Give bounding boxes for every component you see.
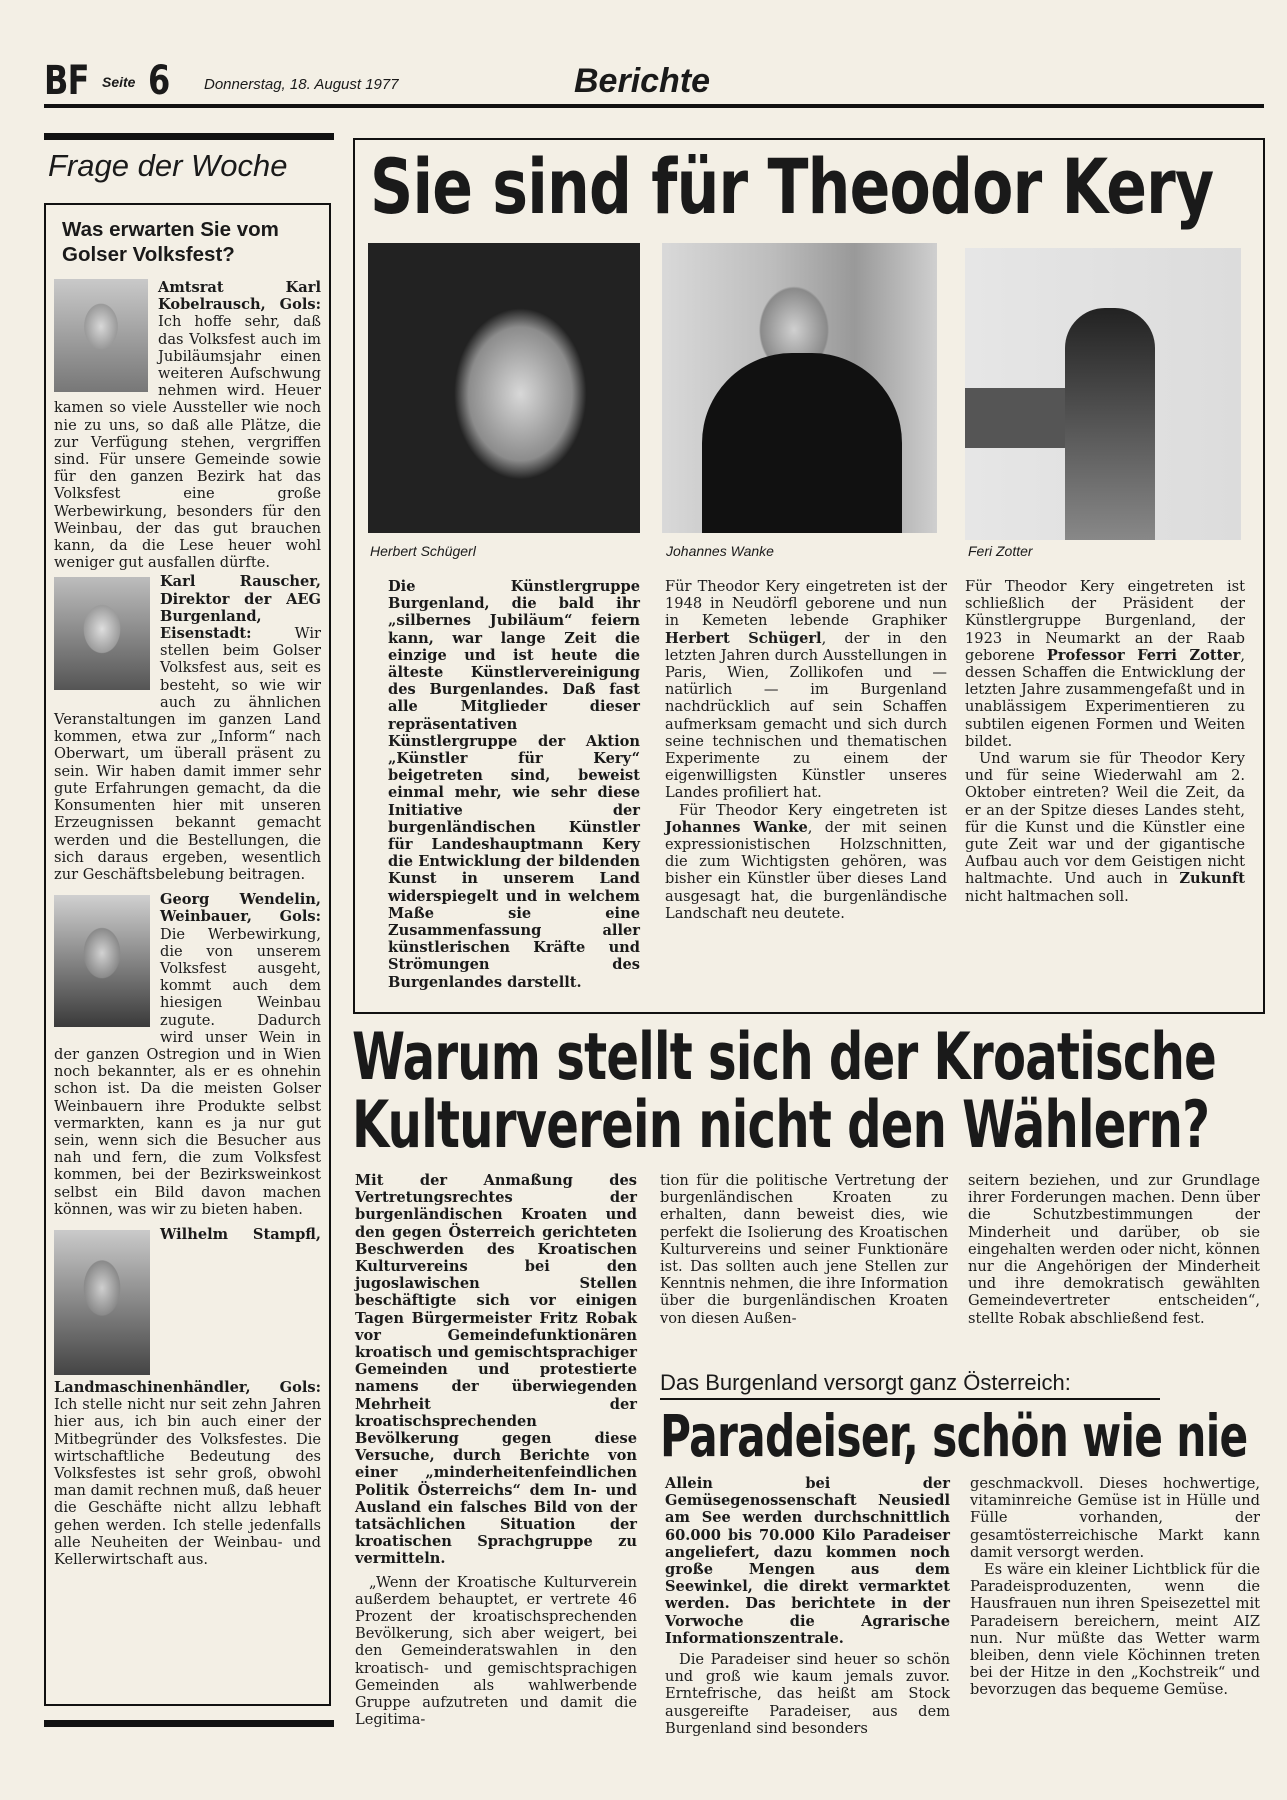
kroaten-headline-line2: Kulturverein nicht den Wählern? [352, 1088, 1210, 1163]
text: Für Theodor Kery eingetreten ist der 1948 in Neudörfl geborene und nun in Kemeten lebende Graphiker [665, 578, 947, 630]
portrait-kobelrausch [54, 279, 148, 392]
artist-name: Herbert Schügerl [665, 629, 822, 647]
sidebar-box [44, 203, 331, 1706]
sidebar-entry-3 [54, 891, 321, 1218]
portrait-wendelin [54, 895, 150, 1027]
kery-col2 [665, 578, 947, 922]
caption-wanke: Johannes Wanke [666, 543, 774, 559]
paradeiser-kicker: Das Burgenland versorgt ganz Österreich: [660, 1370, 1071, 1395]
text: Und warum sie für Theodor Kery und für seine Wiederwahl am 2. Oktober eintreten? Weil die Zeit, da er an der Spitze dieses Landes steht, für die Kunst und die Künstler eine gute Zeit war und der gigantische Aufbau auch vor dem Geistigen nicht haltmachte. Und auch in [965, 750, 1245, 888]
text: Für Theodor Kery eingetreten ist schließlich der Präsident der Künstlergruppe Burgenland, der 1923 in Neumarkt an der Raab geborene [965, 578, 1245, 664]
text: , der in den letzten Jahren durch Ausstellungen in Paris, Wien, Zollikofen und — natürlich — im Burgenland nachdrücklich auf sein Schaffen aufmerksam gemacht und sich durch seine technischen und thematischen Experimente zu einem der eigenwilligsten Künstler unseres Landes profiliert hat. [665, 629, 947, 802]
sidebar-entry-2 [54, 573, 321, 883]
paradeiser-col1 [665, 1475, 950, 1737]
sidebar-heading: Frage der Woche [48, 148, 288, 183]
photo-zotter [965, 248, 1241, 540]
sidebar-entry-1 [54, 279, 321, 571]
paradeiser-p2: Die Paradeiser sind heuer so schön und groß wie kaum jemals zuvor. Erntefrische, das heißt am Stock ausgereifte Paradeiser, aus dem Burgenland sind besonders [665, 1651, 950, 1737]
masthead-page-number: 6 [148, 58, 170, 104]
artist-name: Professor Ferri Zotter [1046, 646, 1241, 664]
kroaten-col1 [355, 1172, 637, 1729]
emphasis: Zukunft [1179, 870, 1245, 888]
paradeiser-lead: Allein bei der Gemüsegenossenschaft Neusiedl am See werden durchschnittlich 60.000 bis 70.000 Kilo Paradeiser angeliefert, dazu kommen noch große Mengen aus dem Seewinkel, die direkt vermarktet werden. Das berichtete in der Vorwoche die Agrarische Informationszentrale. [665, 1475, 950, 1647]
paradeiser-col2-p1: geschmackvoll. Dieses hochwertige, vitaminreiche Gemüse ist in Hülle und Fülle vorhanden, der gesamtösterreichische Markt kann damit versorgt werden. [970, 1475, 1260, 1561]
caption-zotter: Feri Zotter [968, 543, 1033, 559]
entry-text: Ich hoffe sehr, daß das Volksfest auch im Jubiläumsjahr einen weiteren Aufschwung nehmen wird. Heuer kamen so viele Aussteller wie noch nie zu uns, so daß alle Plätze, die zur Verfügung stehen, vergriffen sind. Für unsere Gemeinde sowie für den ganzen Bezirk hat das Volksfest eine große Werbewirkung, besonders für den Weinbau, der das gut brauchen kann, da die Lese heuer wohl weniger gut ausfallen dürfte. [54, 313, 321, 572]
entry-name: Wilhelm Stampfl, Landmaschinenhändler, Gols: [54, 1225, 321, 1396]
portrait-stampfl [54, 1230, 150, 1375]
photo-schuegerl [368, 243, 640, 533]
kery-col1: Die Künstlergruppe Burgenland, die bald ihr „silbernes Jubiläum“ feiern kann, war lange Zeit die einzige und ist heute die älteste Künstlervereinigung des Burgenlandes. Daß fast alle Mitglieder dieser repräsentativen Künstlergruppe der Aktion „Künstler für Kery“ beigetreten sind, beweist einmal mehr, wie sehr diese Initiative der burgenländischen Künstler für Landeshauptmann Kery die Entwicklung der bildenden Kunst in unserem Land widerspiegelt und in welchem Maße sie eine Zusammenfassung aller künstlerischen Kräfte und Strömungen des Burgenlandes darstellt. [388, 578, 640, 991]
entry-text: Wir stellen beim Golser Volksfest aus, seit es besteht, so wie wir auch zu ähnlichen Veranstaltungen im ganzen Land kommen, etwa zur „Inform“ nach Oberwart, um überall präsent zu sein. Wir haben damit immer sehr gute Erfahrungen gemacht, da die Konsumenten hier mit unseren Erzeugnissen bekannt gemacht werden und die Bestellungen, die sich daraus ergeben, wesentlich zur Geschäftsbelebung beitragen. [54, 625, 321, 883]
photo-wanke [662, 243, 937, 533]
sidebar-bottom-rule [44, 1720, 334, 1727]
paradeiser-kicker-rule [660, 1398, 1160, 1400]
sidebar-question: Was erwarten Sie vom Golser Volksfest? [62, 218, 279, 266]
kroaten-lead: Mit der Anmaßung des Vertretungsrechtes der burgenländischen Kroaten und den gegen Österreich gerichteten Beschwerden des Kroatischen Kulturvereins bei den jugoslawischen Stellen beschäftigte sich vor einigen Tagen Bürgermeister Fritz Robak vor Gemeindefunktionären kroatisch und gemischtsprachiger Gemeinden und protestierte namens der überwiegenden Mehrheit der kroatischsprechenden Bevölkerung gegen diese Versuche, durch Berichte von einer „minderheitenfeindlichen Politik Österreichs“ dem In- und Ausland ein falsches Bild von der tatsächlichen Situation der kroatischen Sprachgruppe zu vermitteln. [355, 1172, 637, 1568]
kroaten-headline-line1: Warum stellt sich der Kroatische [352, 1020, 1217, 1095]
entry-text: Ich stelle nicht nur seit zehn Jahren hier aus, ich bin auch einer der Mitbegründer des Volksfestes. Die wirtschaftliche Bedeutung des Volksfestes ist sehr groß, obwohl man damit rechnen muß, daß heuer die Geschäfte nicht allzu lebhaft gehen werden. Ich stelle jedenfalls alle Neuheiten der Weinbau- und Kellerwirtschaft aus. [54, 1396, 321, 1568]
kroaten-col3: seitern beziehen, und zur Grundlage ihrer Forderungen machen. Denn über die Schutzbestimmungen der Minderheit und darüber, ob sie eingehalten werden oder nicht, können nur die Angehörigen der Minderheit und ihre demokratisch gewählten Gemeindevertreter entscheiden“, stellte Robak abschließend fest. [968, 1172, 1260, 1327]
paradeiser-headline: Paradeiser, schön wie nie [660, 1402, 1248, 1470]
text: nicht haltmachen soll. [965, 887, 1129, 905]
entry-name: Georg Wendelin, Weinbauer, Gols: [160, 891, 321, 926]
entry-name: Karl Rauscher, Direktor der AEG Burgenland, Eisenstadt: [160, 573, 321, 643]
kroaten-p2: „Wenn der Kroatische Kulturverein außerdem behauptet, er vertrete 46 Prozent der kroatischsprechenden Bevölkerung, sich aber weigert, bei den Gemeinderatswahlen in den kroatisch- und gemischtsprachigen Gemeinden als wahlwerbende Gruppe aufzutreten und damit die Legitima- [355, 1573, 637, 1729]
masthead-rule [44, 104, 1264, 108]
text: , dessen Schaffen die Entwicklung der letzten Jahre zusammengefaßt und in unablässigem Experimentieren zu subtilen eigenen Formen und Weiten bildet. [965, 646, 1245, 750]
sidebar-top-rule [44, 133, 334, 140]
paradeiser-col2 [970, 1475, 1260, 1699]
paradeiser-col2-p2: Es wäre ein kleiner Lichtblick für die Paradeisproduzenten, wenn die Hausfrauen nun ihren Speisezettel mit Paradeisern bereichern, meint AIZ nun. Nur müßte das Wetter warm bleiben, denn viele Köchinnen treten bei der Hitze in den „Kochstreik“ und bevorzugen das bequeme Gemüse. [970, 1561, 1260, 1699]
masthead-logo: BF [44, 58, 89, 104]
masthead-date: Donnerstag, 18. August 1977 [204, 76, 399, 93]
text: , der mit seinen expressionistischen Holzschnitten, die zum Wichtigsten gehören, was bisher ein Künstler über dieses Land ausgesagt hat, die burgenländische Landschaft neu deutete. [665, 818, 948, 922]
portrait-rauscher [54, 577, 150, 690]
masthead-seite-label: Seite [102, 74, 136, 90]
entry-text: Die Werbewirkung, die von unserem Volksfest ausgeht, kommt auch dem hiesigen Weinbau zugute. Dadurch wird unser Wein in der ganzen Ostregion und in Wien noch bekannter, als er es ohnehin schon ist. Da die meisten Golser Weinbauern ihre Produkte selbst vermarkten, kann es ja nur gut sein, wenn sich die Besucher aus nah und fern, die zum Volksfest kommen, bei der Bezirksweinkost selbst ein Bild davon machen können, was wir zu bieten haben. [54, 925, 321, 1218]
caption-schuegerl: Herbert Schügerl [370, 543, 476, 559]
sidebar-entry-4 [54, 1226, 321, 1568]
kery-col3 [965, 578, 1245, 905]
text: Für Theodor Kery eingetreten ist [679, 801, 947, 819]
masthead-section: Berichte [574, 62, 711, 100]
artist-name: Johannes Wanke [665, 818, 808, 836]
kroaten-col2: tion für die politische Vertretung der burgenländischen Kroaten zu erhalten, dann beweist dies, wie perfekt die Isolierung des Kroatischen Kulturvereins und seiner Funktionäre ist. Das sollten auch jene Stellen zur Kenntnis nehmen, die ihre Information über die burgenländischen Kroaten von diesen Außen- [660, 1172, 948, 1327]
masthead [44, 58, 1264, 108]
kery-headline: Sie sind für Theodor Kery [370, 142, 1214, 231]
entry-name: Amtsrat Karl Kobelrausch, Gols: [158, 279, 321, 314]
